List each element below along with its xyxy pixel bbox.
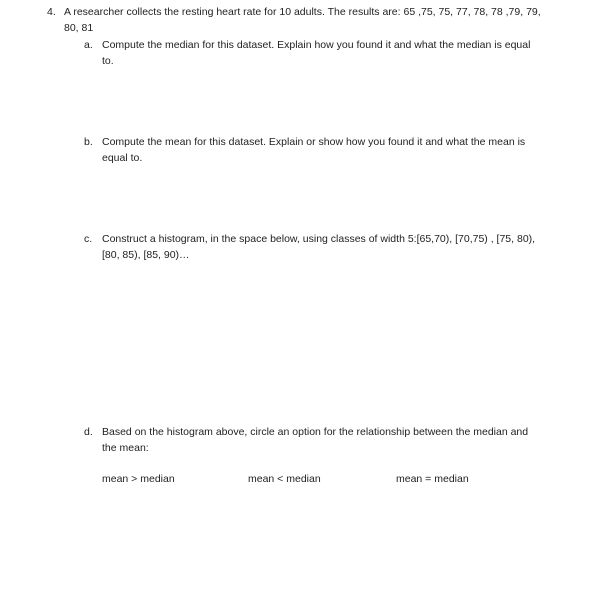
question-text-line1: A researcher collects the resting heart rate for 10 adults. The results are: 65 ,75, 75, 77, 78, 78 ,79, 79, (64, 6, 541, 18)
option-mean-less-than-median[interactable]: mean < median (248, 473, 321, 485)
part-b-letter: b. (84, 136, 93, 148)
part-d-line1: Based on the histogram above, circle an option for the relationship between the median and (102, 426, 529, 438)
part-c-line2: [80, 85), [85, 90)… (102, 249, 190, 261)
question-text-line2: 80, 81 (64, 22, 94, 34)
part-a-line2: to. (102, 55, 114, 67)
part-b-line2: equal to. (102, 152, 143, 164)
part-b-line1: Compute the mean for this dataset. Explain or show how you found it and what the mean is (102, 136, 526, 148)
part-c-letter: c. (84, 233, 93, 245)
part-d-line2: the mean: (102, 442, 149, 454)
part-d-letter: d. (84, 426, 93, 438)
question-number: 4. (47, 6, 56, 18)
part-c-line1: Construct a histogram, in the space below, using classes of width 5:[65,70), [70,75) , [75, 80), (102, 233, 536, 245)
option-mean-greater-than-median[interactable]: mean > median (102, 473, 175, 485)
part-a-line1: Compute the median for this dataset. Explain how you found it and what the median is equal (102, 39, 531, 51)
option-mean-equals-median[interactable]: mean = median (396, 473, 469, 485)
part-a-letter: a. (84, 39, 93, 51)
